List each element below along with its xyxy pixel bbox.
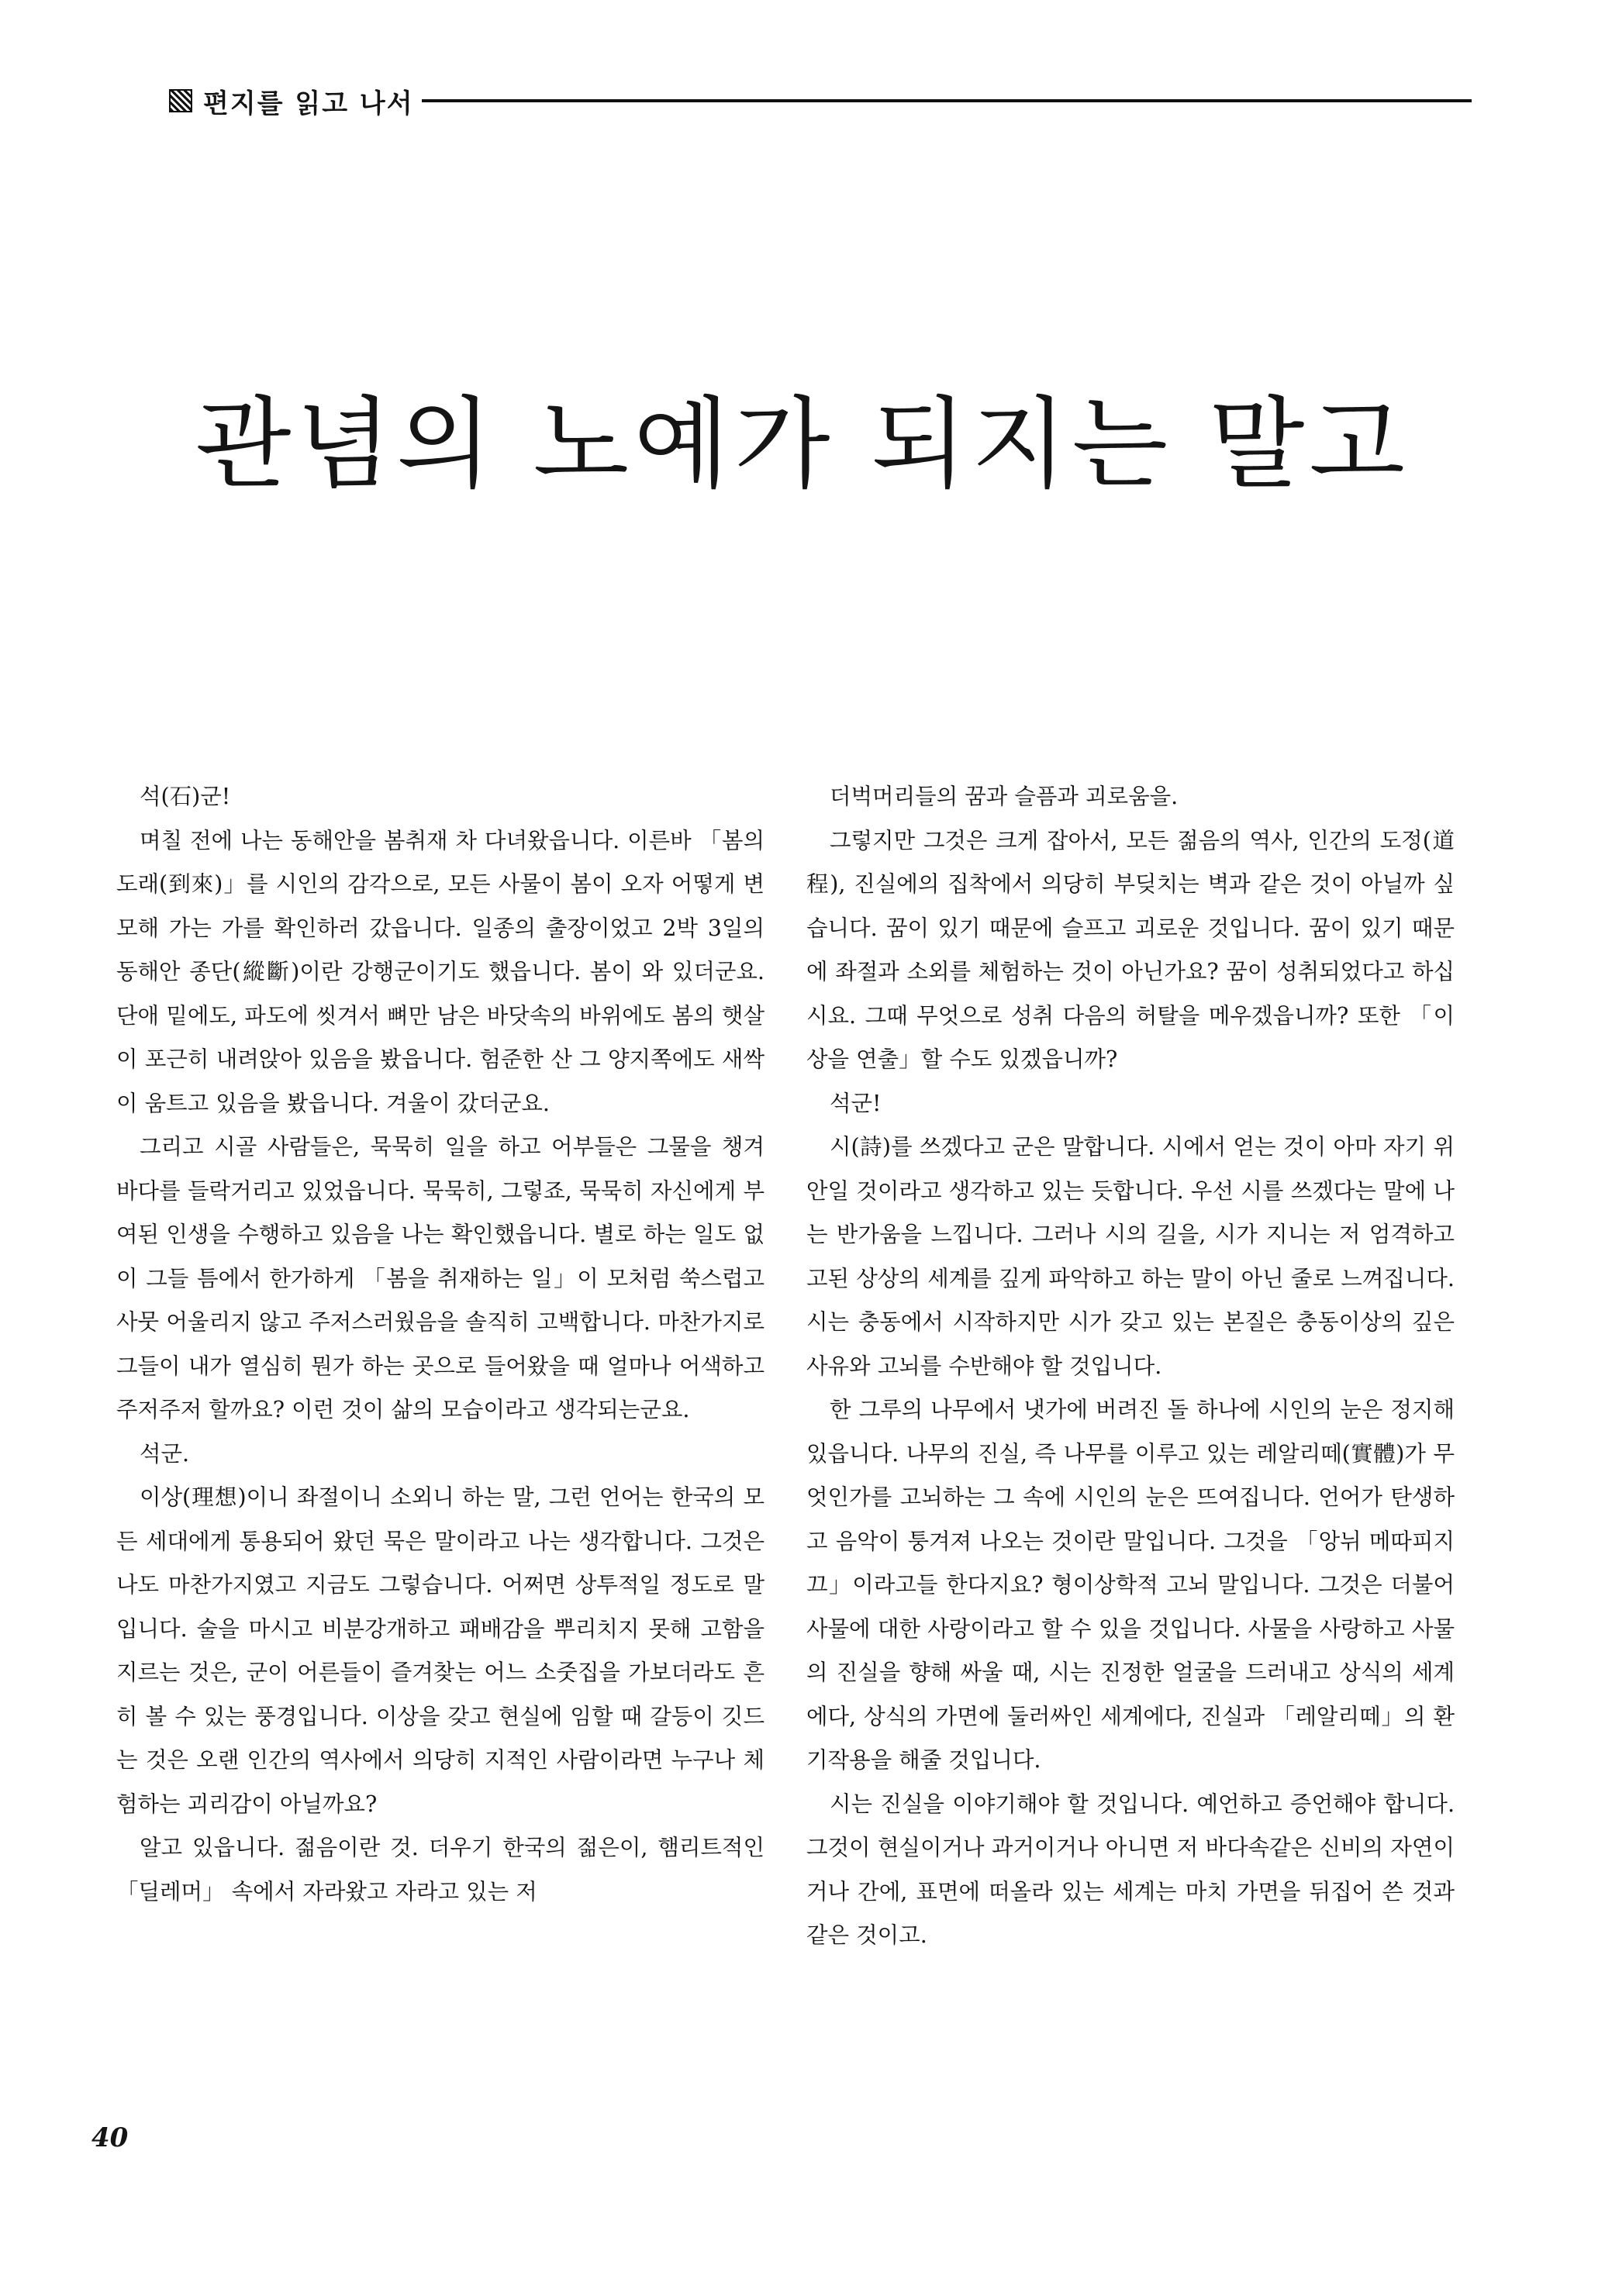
left-column bbox=[116, 775, 765, 2155]
paragraph: 한 그루의 나무에서 냇가에 버려진 돌 하나에 시인의 눈은 정지해 있읍니다. 나무의 진실, 즉 나무를 이루고 있는 레알리떼(實體)가 무엇인가를 고뇌하는 그 속에 시인의 눈은 뜨여집니다. 언어가 탄생하고 음악이 퉁겨져 나오는 것이란 말입니다. 그것을 「앙뉘 메따피지끄」이라고들 한다지요? 형이상학적 고뇌 말입니다. 그것은 더불어 사물에 대한 사랑이라고 할 수 있을 것입니다. 사물을 사랑하고 사물의 진실을 향해 싸울 때, 시는 진정한 얼굴을 드러내고 상식의 세계에다, 상식의 가면에 둘러싸인 세계에다, 진실과 「레알리떼」의 환기작용을 해줄 것입니다. bbox=[806, 1397, 1455, 1773]
paragraph: 알고 있읍니다. 젊음이란 것. 더우기 한국의 젊은이, 햄리트적인 「딜레머」 속에서 자라왔고 자라고 있는 저 bbox=[116, 1835, 765, 1905]
paragraph: 며칠 전에 나는 동해안을 봄취재 차 다녀왔읍니다. 이른바 「봄의 도래(到來)」를 시인의 감각으로, 모든 사물이 봄이 오자 어떻게 변모해 가는 가를 확인하러 갔읍니다. 일종의 출장이었고 2박 3일의 동해안 종단(縱斷)이란 강행군이기도 했읍니다. 봄이 와 있더군요. 단애 밑에도, 파도에 씻겨서 뼈만 남은 바닷속의 바위에도 봄의 햇살이 포근히 내려앉아 있음을 봤읍니다. 험준한 산 그 양지쪽에도 새싹이 움트고 있음을 봤읍니다. 겨울이 갔더군요. bbox=[116, 827, 765, 1116]
paragraph: 석(石)군! bbox=[140, 784, 231, 809]
paragraph: 시는 진실을 이야기해야 할 것입니다. 예언하고 증언해야 합니다. 그것이 현실이거나 과거이거나 아니면 저 바다속같은 신비의 자연이거나 간에, 표면에 떠올라 있는 세계는 마치 가면을 뒤집어 쓴 것과 같은 것이고. bbox=[806, 1791, 1455, 1948]
article-title: 관념의 노예가 되지는 말고 bbox=[195, 387, 1410, 502]
section-title: 편지를 읽고 나서 bbox=[203, 88, 414, 119]
paragraph: 그렇지만 그것은 크게 잡아서, 모든 젊음의 역사, 인간의 도정(道程), 진실에의 집착에서 의당히 부딪치는 벽과 같은 것이 아닐까 싶습니다. 꿈이 있기 때문에 슬프고 괴로운 것입니다. 꿈이 있기 때문에 좌절과 소외를 체험하는 것이 아닌가요? 꿈이 성취되었다고 하십시요. 그때 무엇으로 성취 다음의 허탈을 메우겠읍니까? 또한 「이상을 연출」할 수도 있겠읍니까? bbox=[806, 827, 1455, 1072]
paragraph: 석군! bbox=[830, 1090, 882, 1116]
header-rule bbox=[422, 99, 1472, 102]
section-marker-icon bbox=[169, 89, 192, 112]
right-column bbox=[806, 775, 1455, 2155]
section-header bbox=[169, 78, 1472, 124]
paragraph: 석군. bbox=[140, 1440, 190, 1467]
paragraph: 더벅머리들의 꿈과 슬픔과 괴로움을. bbox=[830, 784, 1179, 809]
paragraph: 시(詩)를 쓰겠다고 군은 말합니다. 시에서 얻는 것이 아마 자기 위안일 것이라고 생각하고 있는 듯합니다. 우선 시를 쓰겠다는 말에 나는 반가움을 느낍니다. 그러나 시의 길을, 시가 지니는 저 엄격하고 고된 상상의 세계를 깊게 파악하고 하는 말이 아닌 줄로 느껴집니다. 시는 충동에서 시작하지만 시가 갖고 있는 본질은 충동이상의 깊은 사유와 고뇌를 수반해야 할 것입니다. bbox=[806, 1134, 1455, 1379]
paragraph: 그리고 시골 사람들은, 묵묵히 일을 하고 어부들은 그물을 챙겨 바다를 들락거리고 있었읍니다. 묵묵히, 그렇죠, 묵묵히 자신에게 부여된 인생을 수행하고 있음을 나는 확인했읍니다. 별로 하는 일도 없이 그들 틈에서 한가하게 「봄을 취재하는 일」이 모처럼 쑥스럽고 사뭇 어울리지 않고 주저스러웠음을 솔직히 고백합니다. 마찬가지로 그들이 내가 열심히 뭔가 하는 곳으로 들어왔을 때 얼마나 어색하고 주저주저 할까요? 이런 것이 삶의 모습이라고 생각되는군요. bbox=[116, 1134, 765, 1422]
page-number: 40 bbox=[91, 2122, 129, 2153]
paragraph: 이상(理想)이니 좌절이니 소외니 하는 말, 그런 언어는 한국의 모든 세대에게 통용되어 왔던 묵은 말이라고 나는 생각합니다. 그것은 나도 마찬가지였고 지금도 그렇습니다. 어쩌면 상투적일 정도로 말입니다. 술을 마시고 비분강개하고 패배감을 뿌리치지 못해 고함을 지르는 것은, 군이 어른들이 즐겨찾는 어느 소줏집을 가보더라도 흔히 볼 수 있는 풍경입니다. 이상을 갖고 현실에 임할 때 갈등이 깃드는 것은 오랜 인간의 역사에서 의당히 지적인 사람이라면 누구나 체험하는 괴리감이 아닐까요? bbox=[116, 1484, 765, 1817]
